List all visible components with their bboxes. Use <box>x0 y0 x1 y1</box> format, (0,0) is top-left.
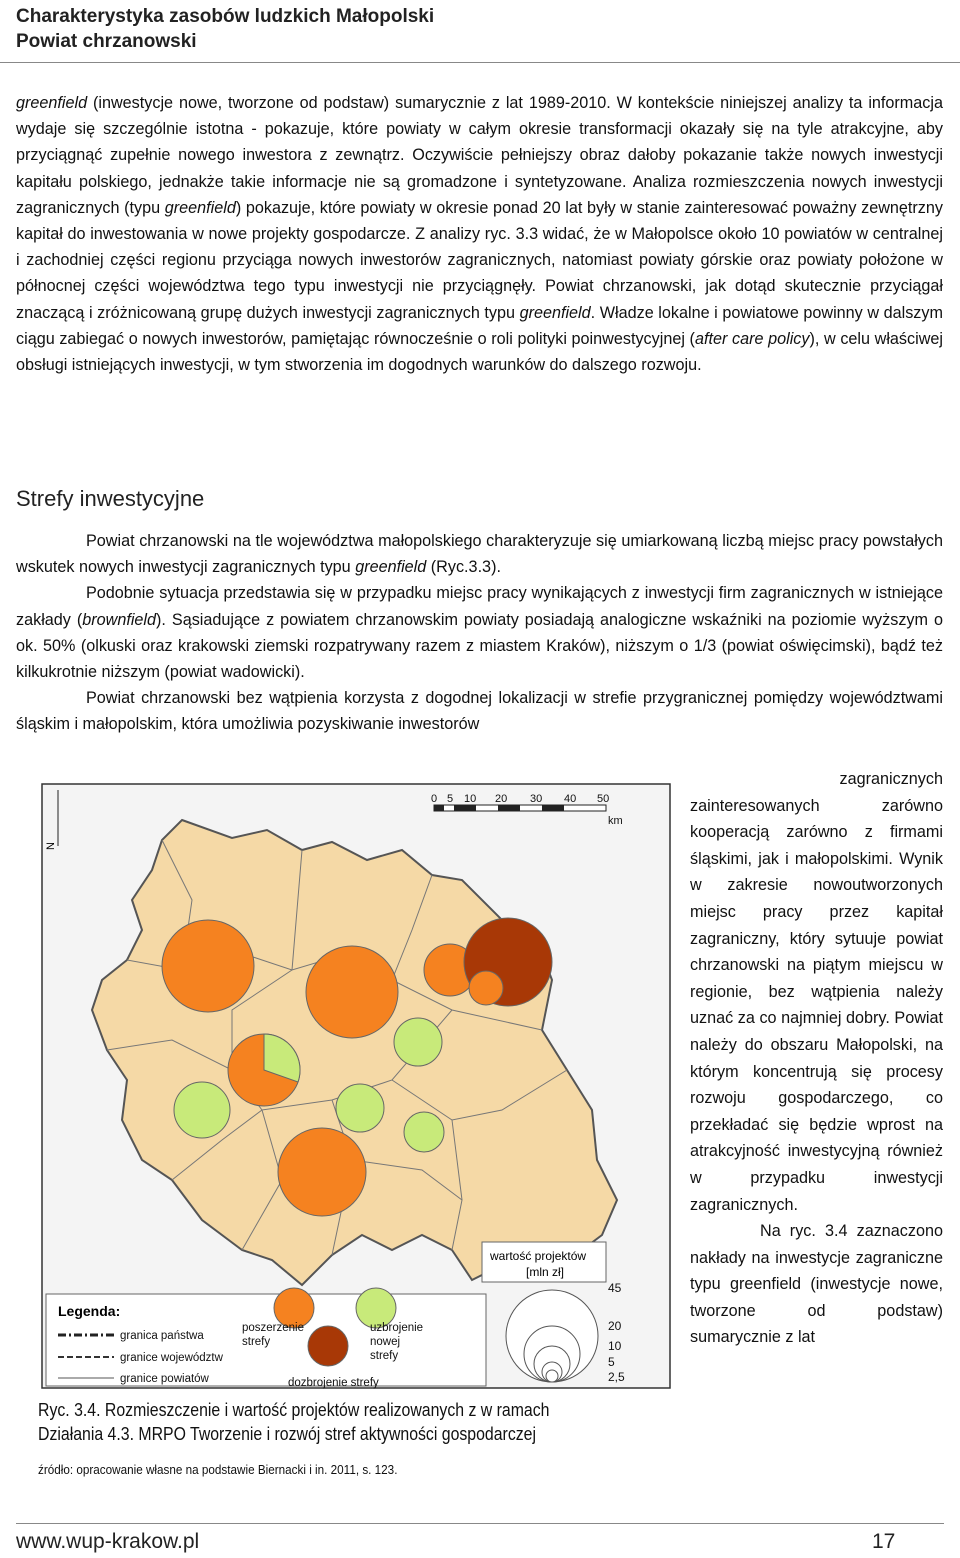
paragraph-text: . Władze lokalne i powiatowe powinny w dalszym ciągu zabiegać o nowych inwestorów, pamiętając równocześnie o roli polityki poinwestycyjnej ( <box>16 303 943 348</box>
caption-line: Działania 4.3. MRPO Tworzenie i rozwój stref aktywności gospodarczej <box>38 1424 536 1444</box>
investment-zones-map <box>32 780 672 1392</box>
paragraph-greenfield <box>16 90 943 378</box>
paragraph-text: (Ryc.3.3). <box>426 558 501 577</box>
figure-caption <box>38 1398 566 1446</box>
section-heading: Strefy inwestycyjne <box>16 486 205 511</box>
scale-tick: 10 <box>464 793 477 805</box>
page-number: 17 <box>872 1530 896 1553</box>
bubble-uzbrojenie <box>394 1018 442 1066</box>
bubble-poszerzenie <box>306 946 398 1038</box>
footer-url[interactable]: www.wup-krakow.pl <box>16 1530 200 1553</box>
term-greenfield: greenfield <box>16 94 88 112</box>
scale-tick: 20 <box>495 793 508 805</box>
paragraphs-zones <box>16 528 943 738</box>
scale-tick: 50 <box>597 793 610 805</box>
paragraph-text: (inwestycje nowe, tworzone od podstaw) sumarycznie z lat 1989-2010. W kontekście niniejszej analizy ta informacja wydaje się szczególnie istotna - pokazuje, które powiaty w całym okresie transformacji okazały się na tyle atrakcyjne, aby przyciągnąć zupełnie nowego inwestora z zewnątrz. Oczywiście pełniejszy obraz dałoby pokazanie także nowych inwestycji kapitału polskiego, jednakże takie informacje nie są gromadzone i syntetyzowane. Analiza rozmieszczenia nowych inwestycji zagranicznych (typu <box>16 94 943 217</box>
paragraph-brownfield <box>16 580 943 685</box>
legend-zone-uzbrojenie: uzbrojenie nowej strefy <box>370 1322 424 1362</box>
bubble-uzbrojenie <box>336 1084 384 1132</box>
legend-line-label: granice powiatów <box>120 1373 209 1385</box>
paragraph-text: Powiat chrzanowski na tle województwa małopolskiego charakteryzuje się umiarkowaną liczbą miejsc pracy powstałych wskutek nowych inwestycji zagranicznych typu <box>16 532 943 577</box>
north-label: N <box>45 842 57 850</box>
map-legend <box>46 1288 486 1389</box>
paragraph-text: ) pokazuje, które powiaty w okresie ponad 20 lat były w stanie zainteresować poważny zewnętrzny kapitał do inwestowania w nowe projekty gospodarcze. Z analizy ryc. 3.3 widać, że w Małopolsce około 10 powiatów w centralnej i zachodniej części regionu przyciąga nowych inwestorów zagranicznych, natomiast powiaty górskie oraz powiaty położone w północnej części województwa tego typu inwestycji nie przyciągnęły. Powiat chrzanowski, jak dotąd skutecznie przyciągał znaczącą i zróżnicowaną grupę dużych inwestycji zagranicznych typu <box>16 198 943 322</box>
bubble-poszerzenie <box>469 971 503 1005</box>
scale-tick: 0 <box>431 793 438 805</box>
side-column-text <box>690 766 943 1351</box>
legend-zone-label: dozbrojenie strefy <box>288 1377 379 1389</box>
running-header <box>16 4 944 54</box>
paragraph-moderate-jobs <box>16 528 943 580</box>
scale-tick: 5 <box>447 793 454 805</box>
value-level: 45 <box>608 1281 622 1295</box>
figure-source: źródło: opracowanie własne na podstawie Biernacki i in. 2011, s. 123. <box>38 1462 398 1477</box>
value-level: 20 <box>608 1319 622 1333</box>
bubble-uzbrojenie <box>174 1082 230 1138</box>
term-greenfield: greenfield <box>164 198 236 217</box>
paragraph-text: ). Sąsiadujące z powiatem chrzanowskim powiaty posiadają analogiczne wskaźniki na poziomie wyższym o ok. 50% (olkuski oraz krakowski ziemski rozpatrywany razem z miastem Kraków), niższym o 1/3 (powiat oświęcimski), bądź też kilkukrotnie niższym (powiat wadowicki). <box>16 610 943 682</box>
scale-unit: km <box>608 815 623 827</box>
value-level: 2,5 <box>608 1370 625 1384</box>
legend-line-label: granica państwa <box>120 1330 204 1342</box>
paragraph-text: ), w celu właściwej obsługi istniejących inwestycji, w tym stworzenia im dogodnych warunków do dalszego rozwoju. <box>16 329 944 375</box>
legend-zone-poszerzenie: poszerzenie strefy <box>242 1322 305 1348</box>
value-legend-title: wartość projektów <box>490 1249 587 1263</box>
header-title: Charakterystyka zasobów ludzkich Małopolski <box>16 6 435 27</box>
value-level: 5 <box>608 1355 615 1369</box>
paragraph-text: Podobnie sytuacja przedstawia się w przypadku miejsc pracy wynikających z inwestycji firm zagranicznych w istniejące zakłady ( <box>16 584 943 629</box>
header-divider <box>0 62 960 63</box>
bubble-poszerzenie <box>162 920 254 1012</box>
value-legend-unit: [mln zł] <box>526 1265 565 1279</box>
footer-divider <box>16 1523 944 1524</box>
term-greenfield: greenfield <box>519 303 591 322</box>
side-text: zagranicznych <box>839 770 943 788</box>
term-greenfield: greenfield <box>355 558 427 577</box>
side-text: Na ryc. 3.4 zaznaczono nakłady na inwestycje zagraniczne typu greenfield (inwestycje nowe, tworzone od podstaw) sumarycznie z lat <box>690 1222 943 1347</box>
bubble-poszerzenie <box>278 1128 366 1216</box>
legend-title: Legenda: <box>58 1303 121 1319</box>
caption-line: Ryc. 3.4. Rozmieszczenie i wartość projektów realizowanych z w ramach <box>38 1400 550 1420</box>
header-subtitle: Powiat chrzanowski <box>16 31 197 52</box>
scale-tick: 30 <box>530 793 543 805</box>
term-brownfield: brownfield <box>82 610 157 629</box>
value-level: 10 <box>608 1339 622 1353</box>
legend-swatch-dozbrojenie <box>308 1326 348 1366</box>
map-figure <box>32 780 672 1392</box>
scale-tick: 40 <box>564 793 577 805</box>
legend-line-label: granice województw <box>120 1352 223 1364</box>
paragraph-location: Powiat chrzanowski bez wątpienia korzysta z dogodnej lokalizacji w strefie przygranicznej pomiędzy województwami śląskim i małopolskim, która umożliwia pozyskiwanie inwestorów <box>16 689 943 734</box>
term-after-care-policy: after care policy <box>694 329 810 348</box>
bubble-uzbrojenie <box>404 1112 444 1152</box>
side-text: zainteresowanych zarówno kooperacją zarówno z firmami śląskimi, jak i małopolskimi. Wynik w zakresie nowoutworzonych miejsc pracy przez kapitał zagraniczny, który sytuuje powiat chrzanowski na piątym miejscu w regionie, bez wątpienia należy uznać za co najmniej dobry. Powiat należy do obszaru Małopolski, na którym koncentrują się procesy rozwoju gospodarczego, co przekładać się będzie wprost na atrakcyjność inwestycyjną również w przypadku inwestycji zagranicznych. <box>690 796 943 1214</box>
